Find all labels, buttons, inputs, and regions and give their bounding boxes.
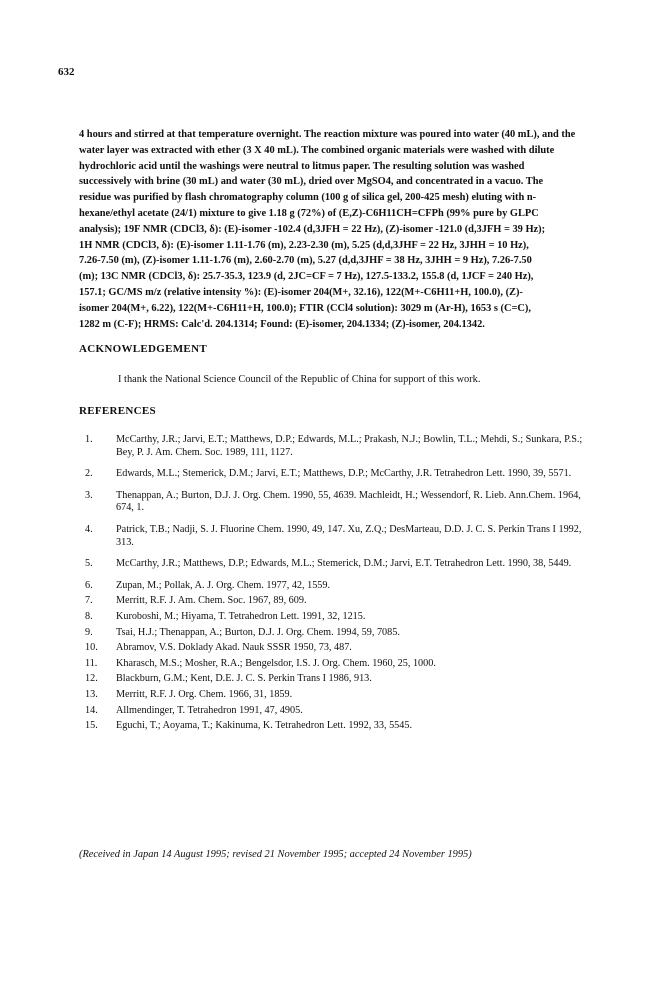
- reference-item: [79, 689, 599, 702]
- reference-text: Kharasch, M.S.; Mosher, R.A.; Bengelsdor, I.S. J. Org. Chem. 1960, 25, 1000.: [116, 657, 436, 669]
- body-line: residue was purified by flash chromatography column (100 g of silica gel, 200-425 mesh) eluting with n-: [79, 192, 537, 204]
- body-paragraph: [79, 127, 593, 332]
- body-line: 4 hours and stirred at that temperature overnight. The reaction mixture was poured into water (40 mL), and the: [79, 129, 576, 140]
- references-heading: REFERENCES: [79, 405, 156, 417]
- reference-item: [79, 558, 599, 571]
- reference-item: [79, 673, 599, 686]
- reference-text: Eguchi, T.; Aoyama, T.; Kakinuma, K. Tetrahedron Lett. 1992, 33, 5545.: [116, 720, 412, 732]
- reference-number: 8.: [85, 610, 93, 622]
- body-line: water layer was extracted with ether (3 X 40 mL). The combined organic materials were washed with dilute: [79, 144, 555, 156]
- reference-text: Edwards, M.L.; Stemerick, D.M.; Jarvi, E.T.; Matthews, D.P.; McCarthy, J.R. Tetrahedron Lett. 1990, 39, 5571.: [116, 468, 572, 480]
- reference-number: 3.: [85, 489, 93, 501]
- reference-number: 14.: [85, 704, 98, 716]
- body-line: 1H NMR (CDCl3, δ): (E)-isomer 1.11-1.76 (m), 2.23-2.30 (m), 5.25 (d,d,3JHF = 22 Hz, 3JHH = 10 Hz),: [79, 239, 529, 251]
- page-number: 632: [58, 66, 75, 78]
- reference-number: 11.: [85, 657, 98, 669]
- body-line: 157.1; GC/MS m/z (relative intensity %): (E)-isomer 204(M+, 32.16), 122(M+-C6H11+H, 100.0), (Z)-: [79, 286, 523, 298]
- reference-list: [79, 434, 599, 736]
- reference-number: 10.: [85, 642, 98, 654]
- body-line: 1282 m (C-F); HRMS: Calc'd. 204.1314; Found: (E)-isomer, 204.1334; (Z)-isomer, 204.1342.: [79, 318, 485, 330]
- body-line: 7.26-7.50 (m), (Z)-isomer 1.11-1.76 (m), 2.60-2.70 (m), 5.27 (d,d,3JHF = 38 Hz, 3JHH = 9 Hz), 7.26-7.50: [79, 255, 532, 267]
- reference-number: 1.: [85, 434, 93, 445]
- reference-item: [79, 705, 599, 718]
- body-line: hydrochloric acid until the washings were neutral to litmus paper. The resulting solution was washed: [79, 160, 525, 172]
- reference-item: [79, 524, 599, 549]
- reference-number: 12.: [85, 673, 98, 685]
- reference-item: [79, 720, 599, 733]
- reference-item: [79, 468, 599, 481]
- reference-item: [79, 580, 599, 593]
- reference-number: 9.: [85, 626, 93, 638]
- reference-item: [79, 611, 599, 624]
- body-line: successively with brine (30 mL) and water (30 mL), dried over MgSO4, and concentrated in a vacuo. The: [79, 176, 544, 188]
- reference-text: Merritt, R.F. J. Am. Chem. Soc. 1967, 89, 609.: [116, 595, 307, 607]
- body-line: isomer 204(M+, 6.22), 122(M+-C6H11+H, 100.0); FTIR (CCl4 solution): 3029 m (Ar-H), 1653 s (C=C),: [79, 302, 531, 314]
- reference-number: 15.: [85, 720, 98, 732]
- body-line: (m); 13C NMR (CDCl3, δ): 25.7-35.3, 123.9 (d, 2JC=CF = 7 Hz), 127.5-133.2, 155.8 (d, 1JCF = 240 Hz),: [79, 271, 534, 283]
- reference-text: Merritt, R.F. J. Org. Chem. 1966, 31, 1859.: [116, 688, 293, 700]
- reference-number: 7.: [85, 595, 93, 607]
- reference-text: Kuroboshi, M.; Hiyama, T. Tetrahedron Lett. 1991, 32, 1215.: [116, 610, 366, 622]
- reference-item: [79, 434, 599, 459]
- reference-text: Tsai, H.J.; Thenappan, A.; Burton, D.J. J. Org. Chem. 1994, 59, 7085.: [116, 626, 400, 638]
- reference-number: 2.: [85, 468, 93, 480]
- reference-text: McCarthy, J.R.; Matthews, D.P.; Edwards, M.L.; Stemerick, D.M.; Jarvi, E.T. Tetrahedron Lett. 1990, 38, 5449.: [116, 558, 572, 570]
- reference-number: 5.: [85, 558, 93, 570]
- reference-text: McCarthy, J.R.; Jarvi, E.T.; Matthews, D.P.; Edwards, M.L.; Prakash, N.J.; Bowlin, T.L.; Mehdi, S.; Sunkara, P.S.; Bey, P. J. Am. Chem. Soc. 1989, 111, 1127.: [116, 434, 583, 458]
- reference-item: [79, 595, 599, 608]
- acknowledgement-heading: ACKNOWLEDGEMENT: [79, 343, 207, 355]
- reference-text: Patrick, T.B.; Nadji, S. J. Fluorine Chem. 1990, 49, 147. Xu, Z.Q.; DesMarteau, D.D. J. C. S. Perkin Trans I 1992, 313.: [116, 523, 582, 548]
- reference-item: [79, 627, 599, 640]
- reference-number: 4.: [85, 523, 93, 535]
- reference-number: 6.: [85, 579, 93, 591]
- body-line: analysis); 19F NMR (CDCl3, δ): (E)-isomer -102.4 (d,3JFH = 22 Hz), (Z)-isomer -121.0 (d,3JFH = 39 Hz);: [79, 223, 546, 235]
- body-line: hexane/ethyl acetate (24/1) mixture to give 1.18 g (72%) of (E,Z)-C6H11CH=CFPh (99% pure by GLPC: [79, 207, 539, 219]
- received-note-text: (Received in Japan 14 August 1995; revised 21 November 1995; accepted 24 November 1995): [79, 849, 472, 860]
- reference-item: [79, 658, 599, 671]
- reference-text: Allmendinger, T. Tetrahedron 1991, 47, 4905.: [116, 704, 303, 716]
- received-note: [79, 849, 599, 860]
- reference-text: Blackburn, G.M.; Kent, D.E. J. C. S. Perkin Trans I 1986, 913.: [116, 673, 372, 685]
- acknowledgement-text: I thank the National Science Council of the Republic of China for support of this work.: [118, 374, 481, 385]
- reference-text: Thenappan, A.; Burton, D.J. J. Org. Chem. 1990, 55, 4639. Machleidt, H.; Wessendorf, R. Lieb. Ann.Chem. 1964, 674, 1.: [116, 489, 581, 514]
- reference-text: Abramov, V.S. Doklady Akad. Nauk SSSR 1950, 73, 487.: [116, 642, 352, 654]
- reference-text: Zupan, M.; Pollak, A. J. Org. Chem. 1977, 42, 1559.: [116, 579, 331, 591]
- reference-number: 13.: [85, 688, 98, 700]
- reference-item: [79, 642, 599, 655]
- reference-item: [79, 490, 599, 515]
